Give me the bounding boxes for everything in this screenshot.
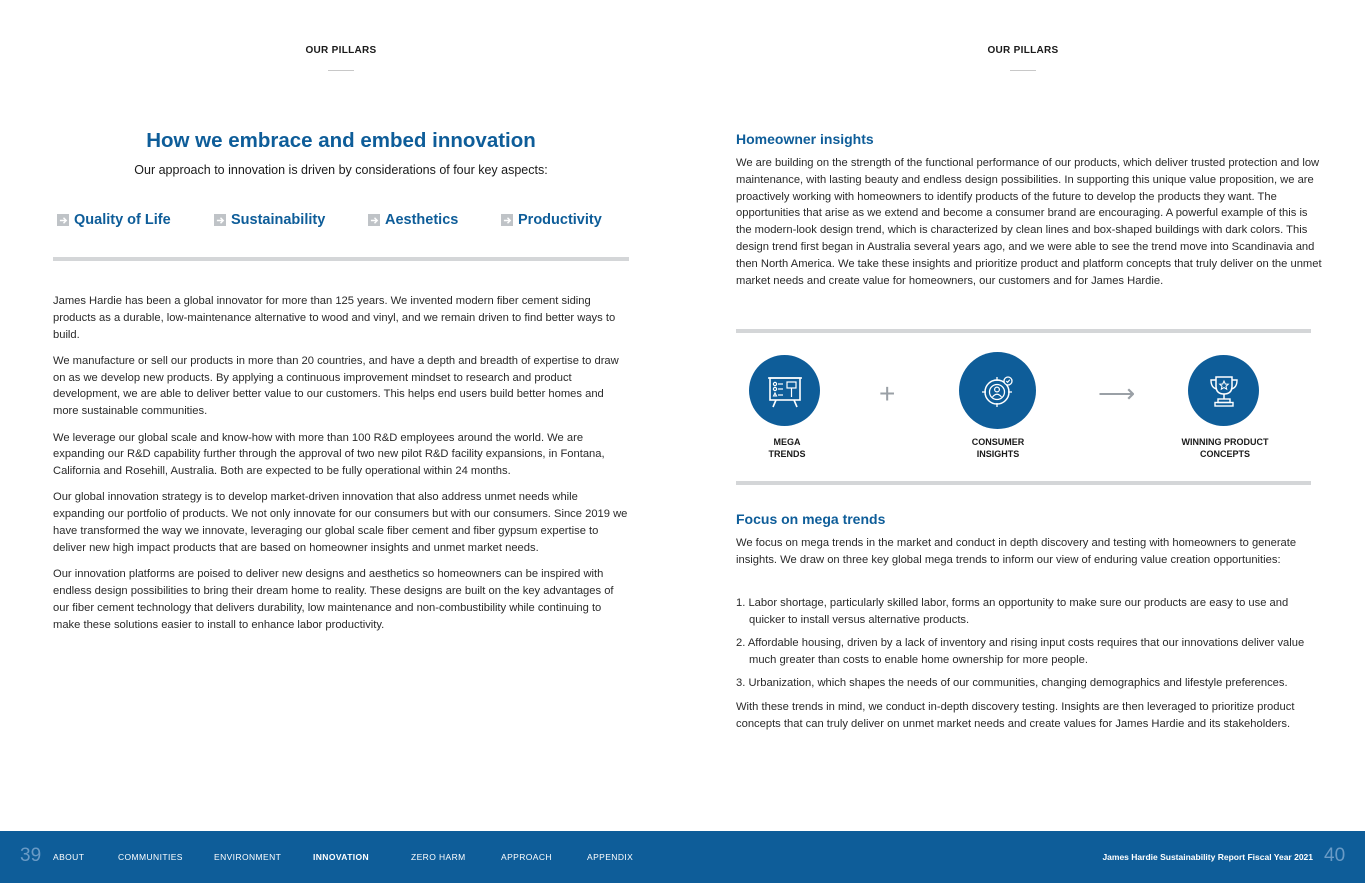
nav-zero-harm[interactable]: ZERO HARM [411,852,466,862]
paragraph: We manufacture or sell our products in more than 20 countries, and have a depth and breadth of expertise to draw on as we develop new products. By applying a continuous improvement mindset to research and product development, we are able to deliver better value to our customers. This helps end users build better homes and more sustainable communities. [53,354,619,418]
right-page-number: 40 [1324,845,1346,866]
page-title: How we embrace and embed innovation [146,129,536,152]
nav-appendix[interactable]: APPENDIX [587,852,634,862]
winning-product-concepts-label [1155,437,1295,460]
paragraph: James Hardie has been a global innovator for more than 125 years. We invented modern fiber cement siding products as a durable, low-maintenance alternative to wood and vinyl, and we remain driven to find better ways to build. [53,295,616,341]
consumer-insights-label [928,437,1068,460]
nav-communities[interactable]: COMMUNITIES [118,852,183,862]
label-line: TRENDS [768,448,806,459]
aspect-label: Aesthetics [385,212,459,228]
aspect-aesthetics [368,212,458,228]
section-label-left: OUR PILLARS [305,45,377,56]
section-label-right: OUR PILLARS [987,45,1059,56]
winning-product-concepts-circle [1188,355,1259,426]
arrow-right-icon: ⟶ [1098,378,1136,408]
divider [53,257,629,261]
label-line: CONCEPTS [1199,448,1250,459]
aspect-sustainability [214,212,325,228]
presentation-board-icon [764,370,806,412]
arrow-right-icon [57,214,69,226]
mega-trends-label [717,437,857,460]
nav-environment[interactable]: ENVIRONMENT [214,852,282,862]
footer-nav-bar [0,831,1365,883]
aspect-quality-of-life [57,212,171,228]
plus-icon: + [879,378,896,409]
list-item: 2. Affordable housing, driven by a lack of inventory and rising input costs requires that our innovations deliver value much greater than costs to enable home ownership for more people. [736,637,1305,666]
label-line: WINNING PRODUCT [1181,437,1269,447]
left-page-number: 39 [20,845,42,866]
label-line: INSIGHTS [976,448,1020,459]
nav-about[interactable]: ABOUT [53,852,85,862]
trophy-icon [1203,370,1245,412]
aspect-label: Productivity [518,212,602,228]
label-line: MEGA [773,437,801,447]
consumer-target-icon [977,370,1019,412]
section-rule-right [1010,70,1036,71]
arrow-right-icon [501,214,513,226]
paragraph: Our innovation platforms are poised to deliver new designs and aesthetics so homeowners can be inspired with endless design possibilities to bring their dream home to reality. These designs are built on the key advantages of our fiber cement technology that delivers durability, low maintenance and non-combustibility while continuing to make these solutions easier to install to enhance labor productivity. [53,568,614,631]
nav-innovation[interactable]: INNOVATION [313,852,370,862]
aspect-label: Quality of Life [74,212,171,228]
list-item: 1. Labor shortage, particularly skilled labor, forms an opportunity to make sure our products are easy to use and quicker to install versus alternative products. [736,597,1289,626]
diagram-top-divider [736,329,1311,333]
arrow-right-icon [368,214,380,226]
mega-trends-circle [749,355,820,426]
list-item: 3. Urbanization, which shapes the needs of our communities, changing demographics and lifestyle preferences. [736,677,1288,690]
paragraph: Our global innovation strategy is to develop market-driven innovation that also address unmet needs while expanding our portfolio of products. We not only innovate for our consumers but with our consumers. Since 2019 we have transformed the way we innovate, leveraging our global scale fiber cement and fiber gypsum expertise to deliver new high impact products that are based on homeowner insights and unmet market needs. [53,491,628,554]
report-title: James Hardie Sustainability Report Fiscal Year 2021 [1102,852,1313,862]
homeowner-insights-paragraph: We are building on the strength of the functional performance of our products, which deliver trusted protection and low maintenance, with lasting beauty and endless design possibilities. In supporting this unique value proposition, we are proactively working with homeowners to identify products of the future to develop the products they want. The opportunities that arise as we extend and become a consumer brand are encouraging. A powerful example of this is the modern-look design trend, which is characterized by clean lines and box-shaped buildings with dark colors. This design trend first began in Australia several years ago, and we were able to see the trend move into Scandinavia and then North America. We take these insights and prioritize product and platform concepts that truly deliver on the unmet market needs and create value for homeowners, our customers and for James Hardie. [736,157,1322,287]
homeowner-insights-heading: Homeowner insights [736,131,874,147]
aspects-row [0,212,682,232]
focus-mega-trends-paragraph: We focus on mega trends in the market and conduct in depth discovery and testing with homeowners to generate insights. We draw on three key global mega trends to inform our view of enduring value creation opportunities: [736,537,1297,566]
nav-approach[interactable]: APPROACH [501,852,552,862]
focus-mega-trends-heading: Focus on mega trends [736,511,886,527]
label-line: CONSUMER [971,437,1025,447]
aspect-label: Sustainability [231,212,326,228]
section-rule-left [328,70,354,71]
paragraph: We leverage our global scale and know-how with more than 100 R&D employees around the world. We are expanding our R&D capability further through the approval of two new pilot R&D facility expansions, in Fontana, California and Rosehill, Australia. Both are expected to be fully operational within 24 months. [53,431,605,478]
left-body-text [53,293,629,643]
arrow-right-icon [214,214,226,226]
closing-paragraph: With these trends in mind, we conduct in-depth discovery testing. Insights are then leveraged to prioritize product concepts that can truly deliver on unmet market needs and create values for James Hardie and its stakeholders. [736,701,1295,730]
aspect-productivity [501,212,602,228]
mega-trends-list [736,595,1326,698]
diagram-bottom-divider [736,481,1311,485]
page-subtitle: Our approach to innovation is driven by considerations of four key aspects: [134,163,548,177]
consumer-insights-circle [959,352,1036,429]
